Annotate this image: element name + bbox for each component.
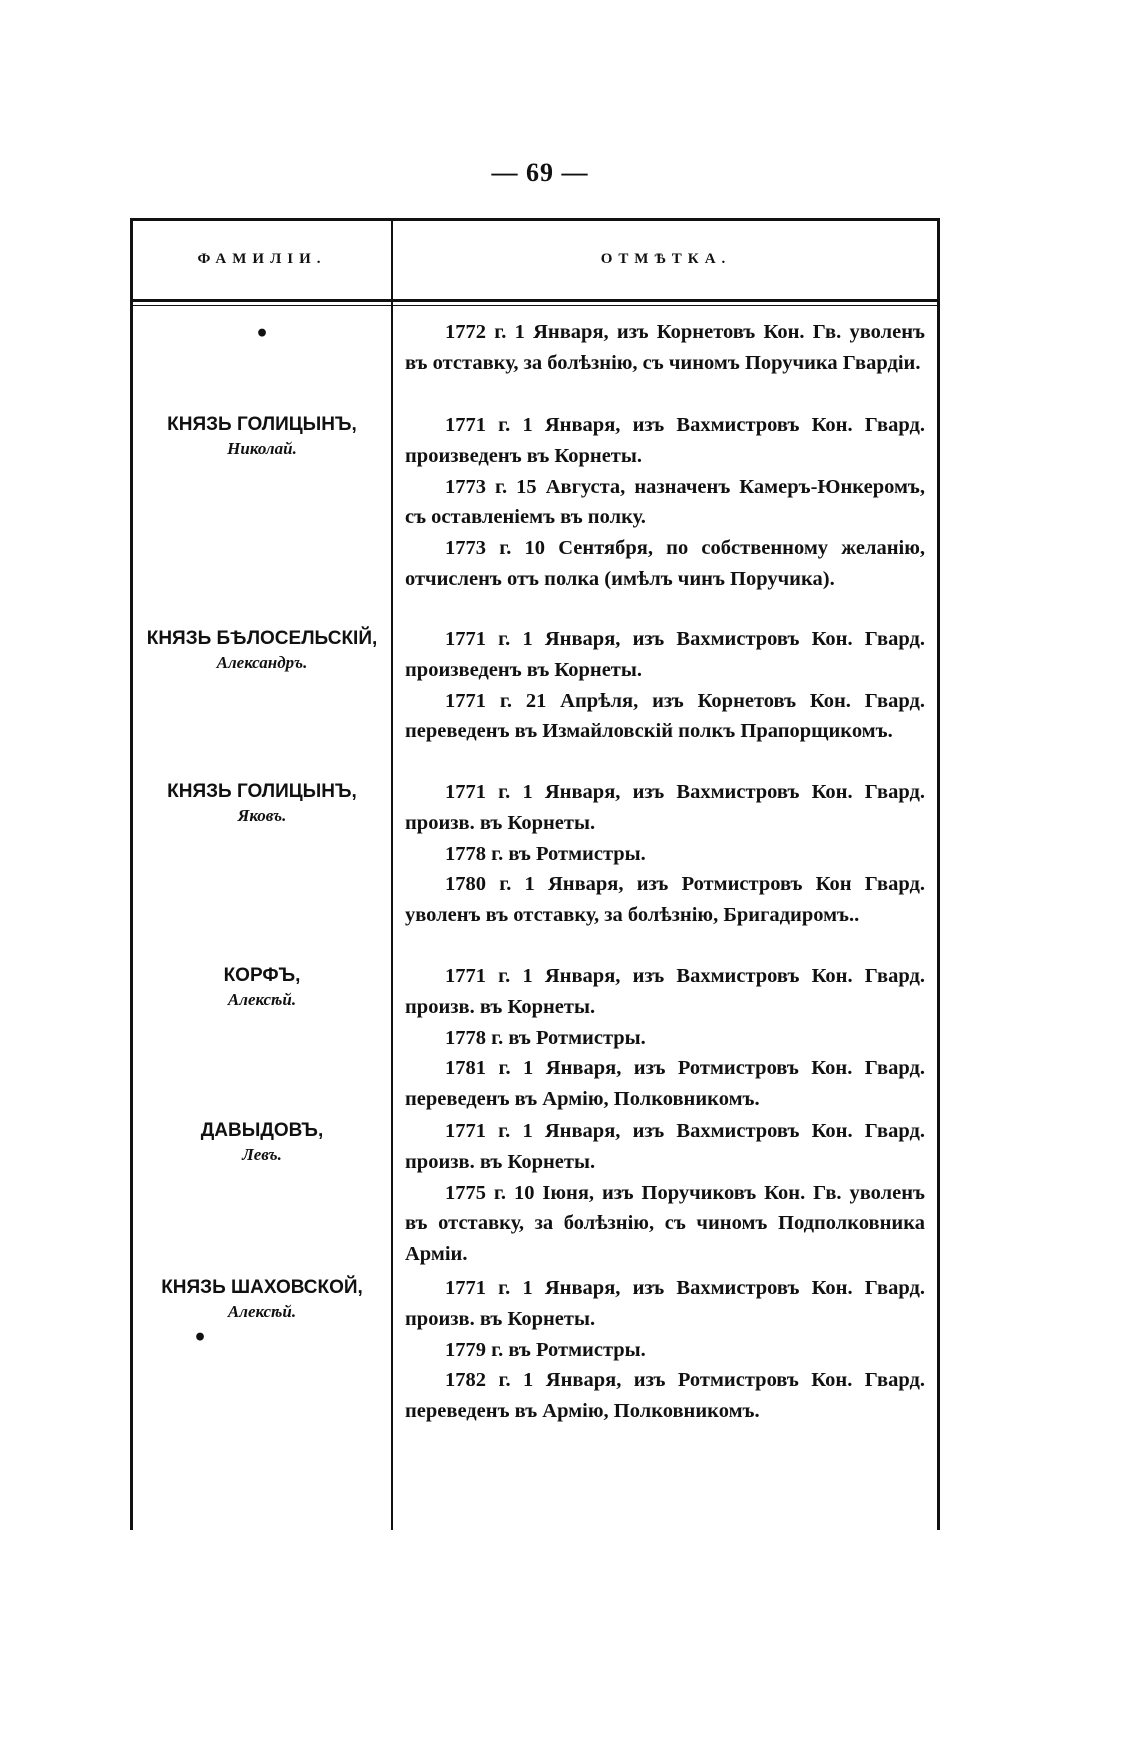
given-name: Алексѣй. — [227, 1302, 297, 1321]
given-name: Яковъ. — [237, 806, 287, 825]
record-note: 1782 г. 1 Января, изъ Ротмистровъ Кон. Гвард. переведенъ въ Армію, Полковникомъ. — [405, 1369, 925, 1423]
header-rule — [133, 299, 937, 302]
given-name: Александръ. — [216, 653, 308, 672]
name-cell — [133, 323, 391, 345]
record-note: 1775 г. 10 Іюня, изъ Поручиковъ Кон. Гв. уволенъ въ отставку, за болѣзнію, съ чиномъ Подполковника Арміи. — [405, 1181, 925, 1266]
record-note: 1772 г. 1 Января, изъ Корнетовъ Кон. Гв. уволенъ въ отставку, за болѣзнію, съ чиномъ Поручика Гвардіи. — [405, 321, 925, 374]
service-record-table — [130, 218, 940, 1530]
remarks-cell — [405, 1116, 925, 1270]
surname: КНЯЗЬ БѢЛОСЕЛЬСКІЙ, — [146, 628, 378, 649]
record-note: 1780 г. 1 Января, изъ Ротмистровъ Кон Гвард. уволенъ въ отставку, за болѣзнію, Бригадиромъ.. — [405, 873, 925, 927]
name-cell — [133, 779, 391, 827]
header-remarks: ОТМѢТКА. — [600, 251, 732, 267]
record-note: 1771 г. 1 Января, изъ Вахмистровъ Кон. Гвард. произведенъ въ Корнеты. — [405, 628, 925, 681]
record-note: 1781 г. 1 Января, изъ Ротмистровъ Кон. Гвард. переведенъ въ Армію, Полковникомъ. — [405, 1057, 925, 1111]
record-note: 1778 г. въ Ротмистры. — [445, 842, 646, 865]
record-note: 1771 г. 21 Апрѣля, изъ Корнетовъ Кон. Гвард. переведенъ въ Измайловскій полкъ Прапорщикомъ. — [405, 689, 925, 743]
record-note: 1771 г. 1 Января, изъ Вахмистровъ Кон. Гвард. произв. въ Корнеты. — [405, 1120, 925, 1173]
surname: КНЯЗЬ ШАХОВСКОЙ, — [161, 1277, 363, 1298]
record-note: 1779 г. въ Ротмистры. — [445, 1338, 646, 1361]
remarks-cell — [405, 410, 925, 595]
surname: ДАВЫДОВЪ, — [200, 1120, 324, 1141]
page-number: — 69 — — [491, 158, 589, 187]
record-note: 1771 г. 1 Января, изъ Вахмистровъ Кон. Гвард. произв. въ Корнеты. — [405, 781, 925, 834]
remarks-cell — [405, 1273, 925, 1427]
remarks-cell — [405, 624, 925, 747]
name-cell — [133, 963, 391, 1011]
surname: КНЯЗЬ ГОЛИЦЫНЪ, — [167, 781, 357, 802]
record-note: 1773 г. 15 Августа, назначенъ Камеръ-Юнкеромъ, съ оставленіемъ въ полку. — [405, 475, 925, 529]
record-note: 1778 г. въ Ротмистры. — [445, 1026, 646, 1049]
header-surnames: ФАМИЛІИ. — [197, 251, 327, 267]
name-cell — [133, 1275, 391, 1349]
given-name: Левъ. — [242, 1145, 282, 1164]
record-note: 1771 г. 1 Января, изъ Вахмистровъ Кон. Гвард. произв. въ Корнеты. — [405, 965, 925, 1018]
margin-mark: • — [254, 321, 270, 347]
name-cell — [133, 412, 391, 460]
surname: КОРФЪ, — [223, 965, 301, 986]
surname: КНЯЗЬ ГОЛИЦЫНЪ, — [167, 414, 357, 435]
given-name: Николай. — [227, 439, 297, 458]
name-cell — [133, 626, 391, 674]
given-name: Алексѣй. — [227, 990, 297, 1009]
record-note: 1771 г. 1 Января, изъ Вахмистровъ Кон. Гвард. произв. въ Корнеты. — [405, 1277, 925, 1330]
column-divider — [391, 221, 393, 1530]
remarks-cell — [405, 777, 925, 931]
record-note: 1773 г. 10 Сентября, по собственному желанію, отчисленъ отъ полка (имѣлъ чинъ Поручика). — [405, 537, 925, 590]
remarks-cell — [405, 961, 925, 1115]
margin-mark: • — [193, 1325, 208, 1351]
header-rule-thin — [133, 305, 937, 306]
name-cell — [133, 1118, 391, 1166]
record-note: 1771 г. 1 Января, изъ Вахмистровъ Кон. Гвард. произведенъ въ Корнеты. — [405, 414, 925, 467]
remarks-cell — [405, 317, 925, 379]
